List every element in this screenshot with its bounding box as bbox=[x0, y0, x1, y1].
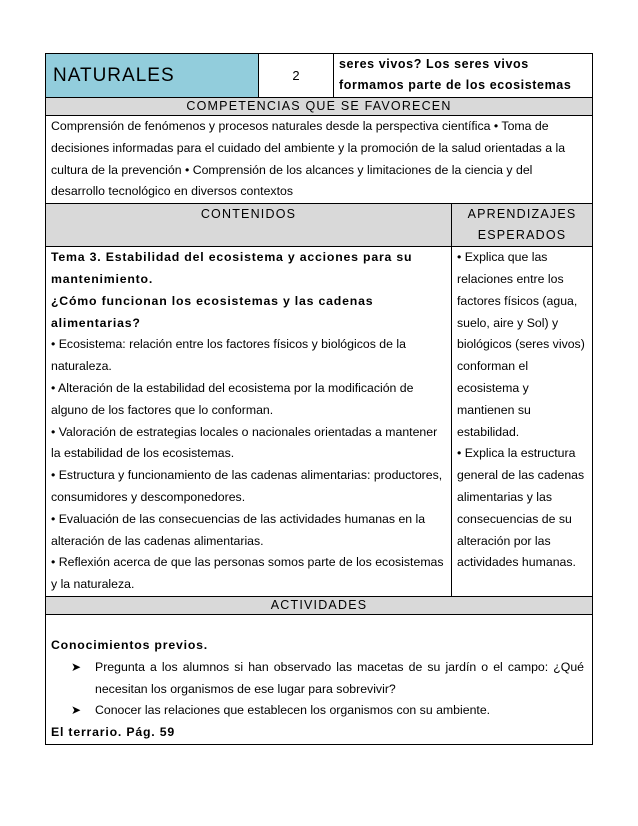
planning-table bbox=[45, 53, 593, 745]
subject-cell bbox=[46, 54, 259, 98]
arrow-bullet-icon: ➤ bbox=[71, 659, 82, 674]
conocimientos-heading: Conocimientos previos. bbox=[51, 637, 208, 652]
tema-heading: Tema 3. Estabilidad del ecosistema y acciones para su mantenimiento. bbox=[51, 250, 413, 286]
contenido-item: • Valoración de estrategias locales o nacionales orientadas a mantener la estabilidad de los ecosistemas. bbox=[51, 424, 438, 461]
contenidos-cell bbox=[46, 247, 452, 597]
topic-cell bbox=[334, 54, 593, 98]
contenidos-body-row bbox=[46, 247, 593, 597]
contenidos-header-row bbox=[46, 204, 593, 247]
competencias-text-row bbox=[46, 116, 593, 204]
actividad-item bbox=[51, 657, 584, 701]
contenido-item: • Alteración de la estabilidad del ecosistema por la modificación de alguno de los factores que lo conforman. bbox=[51, 380, 414, 417]
actividad-text: Pregunta a los alumnos si han observado las macetas de su jardín o el campo: ¿Qué necesitan los organismos de ese lugar para sobrevivir? bbox=[95, 659, 584, 696]
contenido-item: • Estructura y funcionamiento de las cadenas alimentarias: productores, consumidores y descomponedores. bbox=[51, 468, 443, 504]
terrario-heading: El terrario. Pág. 59 bbox=[51, 725, 175, 740]
competencias-title-row bbox=[46, 98, 593, 116]
aprendizajes-cell bbox=[452, 247, 593, 597]
actividad-text: Conocer las relaciones que establecen los organismos con su ambiente. bbox=[95, 703, 491, 718]
aprendizaje-item: • Explica la estructura general de las cadenas alimentarias y las consecuencias de su alteración por las actividades humanas. bbox=[457, 446, 585, 570]
subject-title: NATURALES bbox=[53, 64, 175, 86]
arrow-bullet-icon: ➤ bbox=[71, 703, 82, 718]
competencias-text: Comprensión de fenómenos y procesos naturales desde la perspectiva científica • Toma de decisiones informadas para el cuidado del ambiente y la promoción de la salud orientadas a la cultura de la prevención • Comprensión de los alcances y limitaciones de la ciencia y del desarrollo tecnológico en diversos contextos bbox=[46, 116, 593, 204]
aprendizaje-item: • Explica que las relaciones entre los factores físicos (agua, suelo, aire y Sol) y biológicos (seres vivos) conforman el ecosistema y mantienen su estabilidad. bbox=[457, 250, 585, 439]
competencias-title: COMPETENCIAS QUE SE FAVORECEN bbox=[46, 98, 593, 116]
contenido-item: • Ecosistema: relación entre los factores físicos y biológicos de la naturaleza. bbox=[51, 337, 406, 374]
contenidos-title: CONTENIDOS bbox=[46, 204, 452, 247]
actividades-body-row bbox=[46, 614, 593, 744]
topic-text: seres vivos? Los seres vivos formamos parte de los ecosistemas bbox=[339, 57, 572, 92]
grade-cell bbox=[259, 54, 334, 98]
aprendizajes-title: APRENDIZAJES ESPERADOS bbox=[452, 204, 593, 247]
header-row bbox=[46, 54, 593, 98]
contenido-item: • Reflexión acerca de que las personas somos parte de los ecosistemas y la naturaleza. bbox=[51, 555, 444, 592]
pregunta-heading: ¿Cómo funcionan los ecosistemas y las cadenas alimentarias? bbox=[51, 293, 374, 330]
actividad-item bbox=[51, 700, 584, 722]
actividades-title-row bbox=[46, 596, 593, 614]
grade-value: 2 bbox=[292, 68, 300, 83]
actividades-title: ACTIVIDADES bbox=[46, 596, 593, 614]
actividades-cell bbox=[46, 614, 593, 744]
contenido-item: • Evaluación de las consecuencias de las actividades humanas en la alteración de las cadenas alimentarias. bbox=[51, 511, 426, 548]
